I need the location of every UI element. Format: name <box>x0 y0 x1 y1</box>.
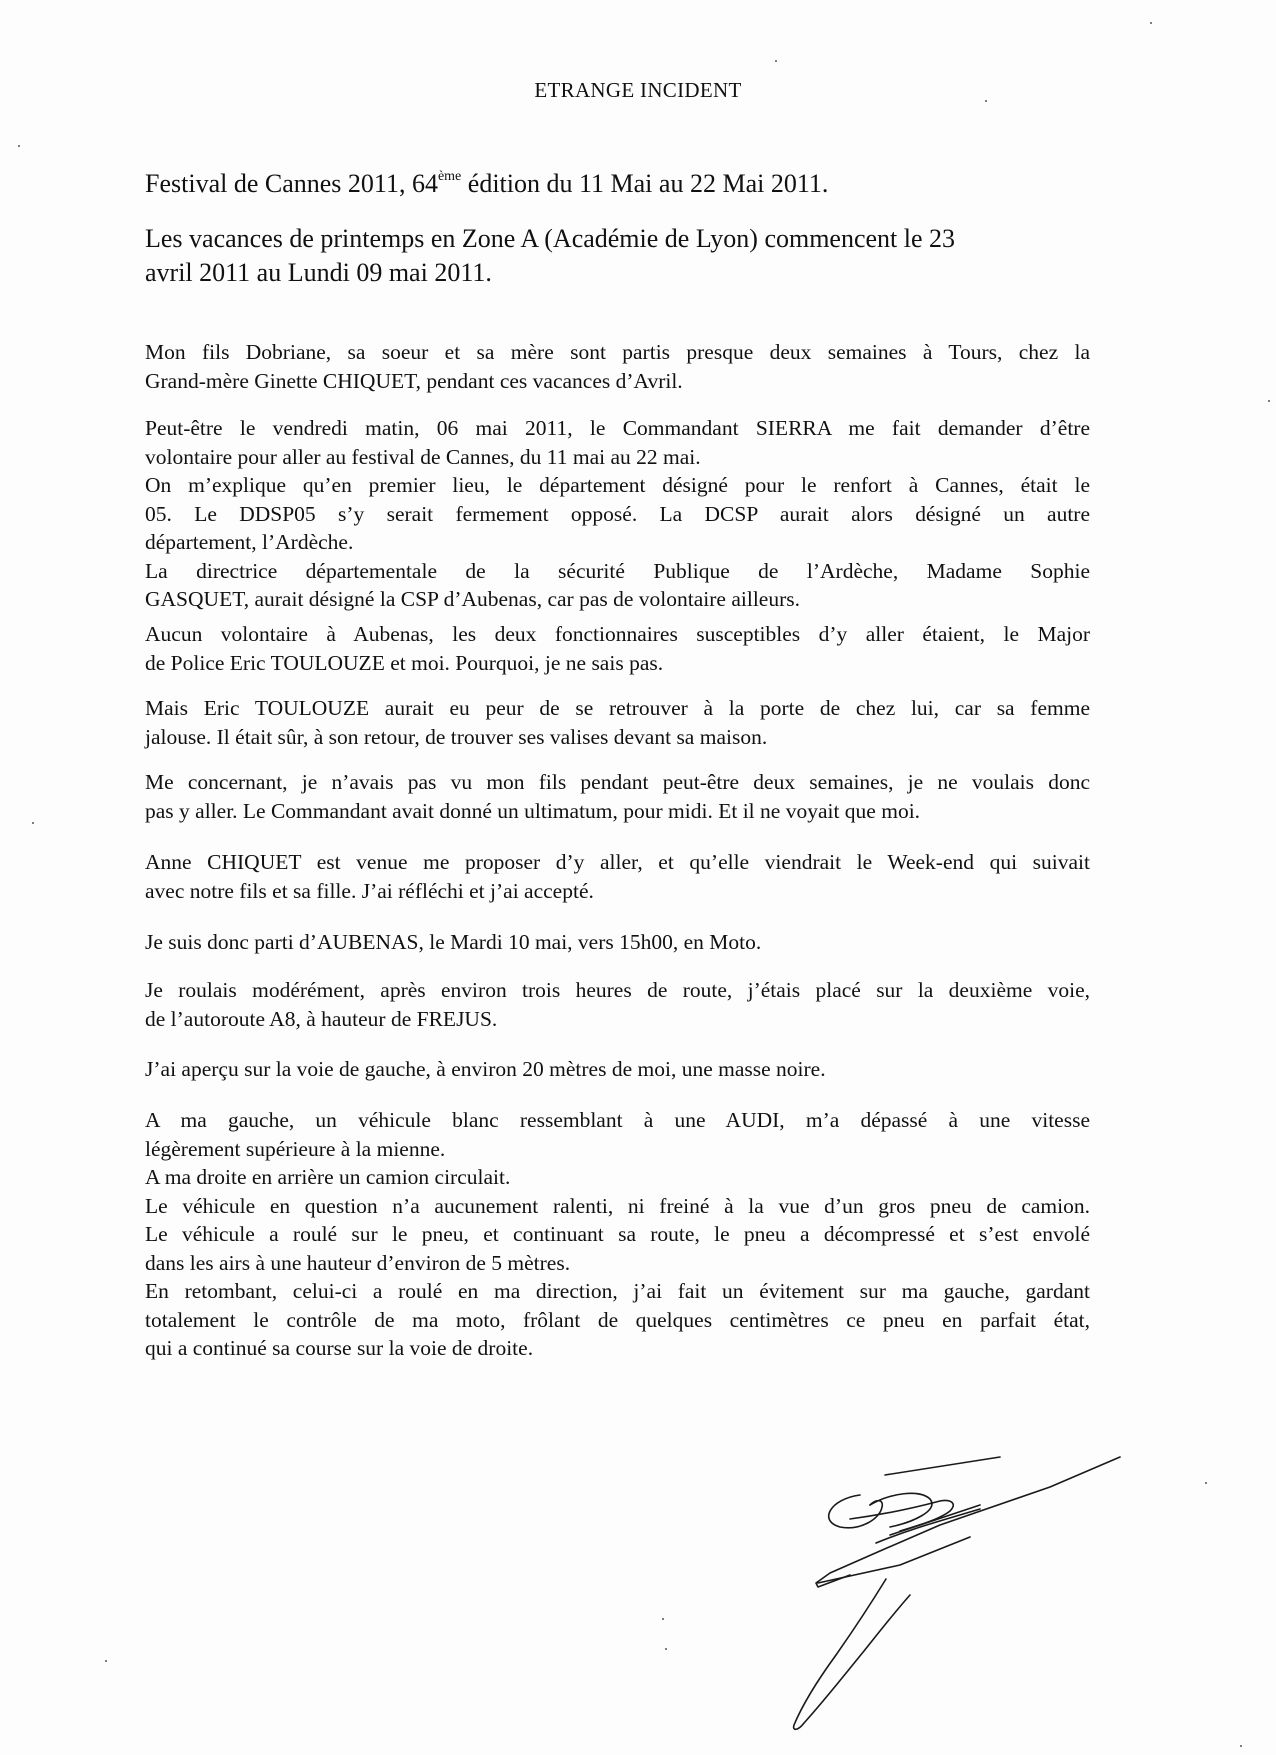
scan-speck <box>32 822 34 824</box>
paragraph-line: A ma gauche, un véhicule blanc ressemblant à une AUDI, m’a dépassé à une vitesse <box>145 1108 1090 1132</box>
scan-speck <box>18 145 20 147</box>
paragraph-line: A ma droite en arrière un camion circulait. <box>145 1165 511 1189</box>
paragraph-line: légèrement supérieure à la mienne. <box>145 1136 446 1161</box>
paragraph-volunteer-request <box>145 414 1090 614</box>
paragraph-line: GASQUET, aurait désigné la CSP d’Aubenas, car pas de volontaire ailleurs. <box>145 587 800 611</box>
holidays-heading <box>145 222 1135 290</box>
paragraph-line: J’ai aperçu sur la voie de gauche, à environ 20 mètres de moi, une masse noire. <box>145 1057 826 1081</box>
festival-heading-superscript: ème <box>437 169 462 184</box>
document-title: ETRANGE INCIDENT <box>534 78 742 102</box>
paragraph-line: Je roulais modérément, après environ trois heures de route, j’étais placé sur la deuxième voie, <box>145 978 1090 1002</box>
paragraph-line: Me concernant, je n’avais pas vu mon fils pendant peut-être deux semaines, je ne voulais donc <box>145 770 1090 794</box>
paragraph-anne-chiquet <box>145 848 1090 905</box>
paragraph-line: 05. Le DDSP05 s’y serait fermement opposé. La DCSP aurait alors désigné un autre <box>145 501 1090 526</box>
paragraph-aubenas-volunteers <box>145 620 1090 677</box>
holidays-heading-line: Les vacances de printemps en Zone A (Académie de Lyon) commencent le 23 <box>145 224 956 253</box>
scan-speck <box>1268 400 1270 402</box>
festival-heading-text: Festival de Cannes 2011, 64 <box>145 169 438 198</box>
holidays-heading-line: avril 2011 au Lundi 09 mai 2011. <box>145 258 492 287</box>
paragraph-incident <box>145 1106 1090 1363</box>
paragraph-departure <box>145 928 1090 957</box>
paragraph-family-trip <box>145 338 1090 395</box>
scan-speck <box>775 60 777 62</box>
paragraph-line: Le véhicule en question n’a aucunement ralenti, ni freiné à la vue d’un gros pneu de camion. <box>145 1193 1090 1218</box>
paragraph-line: Anne CHIQUET est venue me proposer d’y aller, et qu’elle viendrait le Week-end qui suivait <box>145 850 1090 874</box>
festival-heading-text-end: édition du 11 Mai au 22 Mai 2011. <box>461 169 829 198</box>
paragraph-line: dans les airs à une hauteur d’environ de 5 mètres. <box>145 1250 571 1275</box>
paragraph-line: totalement le contrôle de ma moto, frôlant de quelques centimètres ce pneu en parfait état, <box>145 1307 1090 1332</box>
scan-speck <box>1150 22 1152 24</box>
scan-speck <box>662 1618 664 1620</box>
paragraph-line: Mon fils Dobriane, sa soeur et sa mère sont partis presque deux semaines à Tours, chez la <box>145 340 1090 364</box>
paragraph-line: Le véhicule a roulé sur le pneu, et continuant sa route, le pneu a décompressé et s’est envolé <box>145 1222 1090 1246</box>
scan-speck <box>1205 1482 1207 1484</box>
paragraph-concerning-me <box>145 768 1090 825</box>
scan-speck <box>985 100 987 102</box>
paragraph-line: Aucun volontaire à Aubenas, les deux fonctionnaires susceptibles d’y aller étaient, le Major <box>145 622 1090 646</box>
paragraph-line: Grand-mère Ginette CHIQUET, pendant ces vacances d’Avril. <box>145 368 683 393</box>
paragraph-line: département, l’Ardèche. <box>145 530 354 554</box>
handwritten-signature <box>790 1455 1190 1745</box>
paragraph-line: qui a continué sa course sur la voie de droite. <box>145 1336 534 1360</box>
scan-speck <box>1240 1745 1242 1747</box>
paragraph-line: jalouse. Il était sûr, à son retour, de trouver ses valises devant sa maison. <box>145 724 768 749</box>
paragraph-driving <box>145 976 1090 1033</box>
paragraph-line: de l’autoroute A8, à hauteur de FREJUS. <box>145 1006 498 1031</box>
paragraph-line: avec notre fils et sa fille. J’ai réfléchi et j’ai accepté. <box>145 878 594 903</box>
paragraph-line: En retombant, celui-ci a roulé en ma direction, j’ai fait un évitement sur ma gauche, gardant <box>145 1279 1090 1303</box>
paragraph-line: pas y aller. Le Commandant avait donné un ultimatum, pour midi. Et il ne voyait que moi. <box>145 798 921 823</box>
paragraph-line: On m’explique qu’en premier lieu, le département désigné pour le renfort à Cannes, était le <box>145 473 1090 497</box>
scan-speck <box>105 1660 107 1662</box>
paragraph-line: volontaire pour aller au festival de Cannes, du 11 mai au 22 mai. <box>145 444 701 469</box>
paragraph-black-mass <box>145 1055 1090 1084</box>
paragraph-line: de Police Eric TOULOUZE et moi. Pourquoi, je ne sais pas. <box>145 650 664 675</box>
paragraph-line: Peut-être le vendredi matin, 06 mai 2011, le Commandant SIERRA me fait demander d’être <box>145 416 1090 440</box>
paragraph-line: Mais Eric TOULOUZE aurait eu peur de se retrouver à la porte de chez lui, car sa femme <box>145 696 1090 720</box>
paragraph-toulouze <box>145 694 1090 751</box>
paragraph-line: La directrice départementale de la sécurité Publique de l’Ardèche, Madame Sophie <box>145 558 1090 583</box>
paragraph-line: Je suis donc parti d’AUBENAS, le Mardi 10 mai, vers 15h00, en Moto. <box>145 930 762 954</box>
festival-heading <box>145 160 1135 201</box>
scan-speck <box>665 1648 667 1650</box>
